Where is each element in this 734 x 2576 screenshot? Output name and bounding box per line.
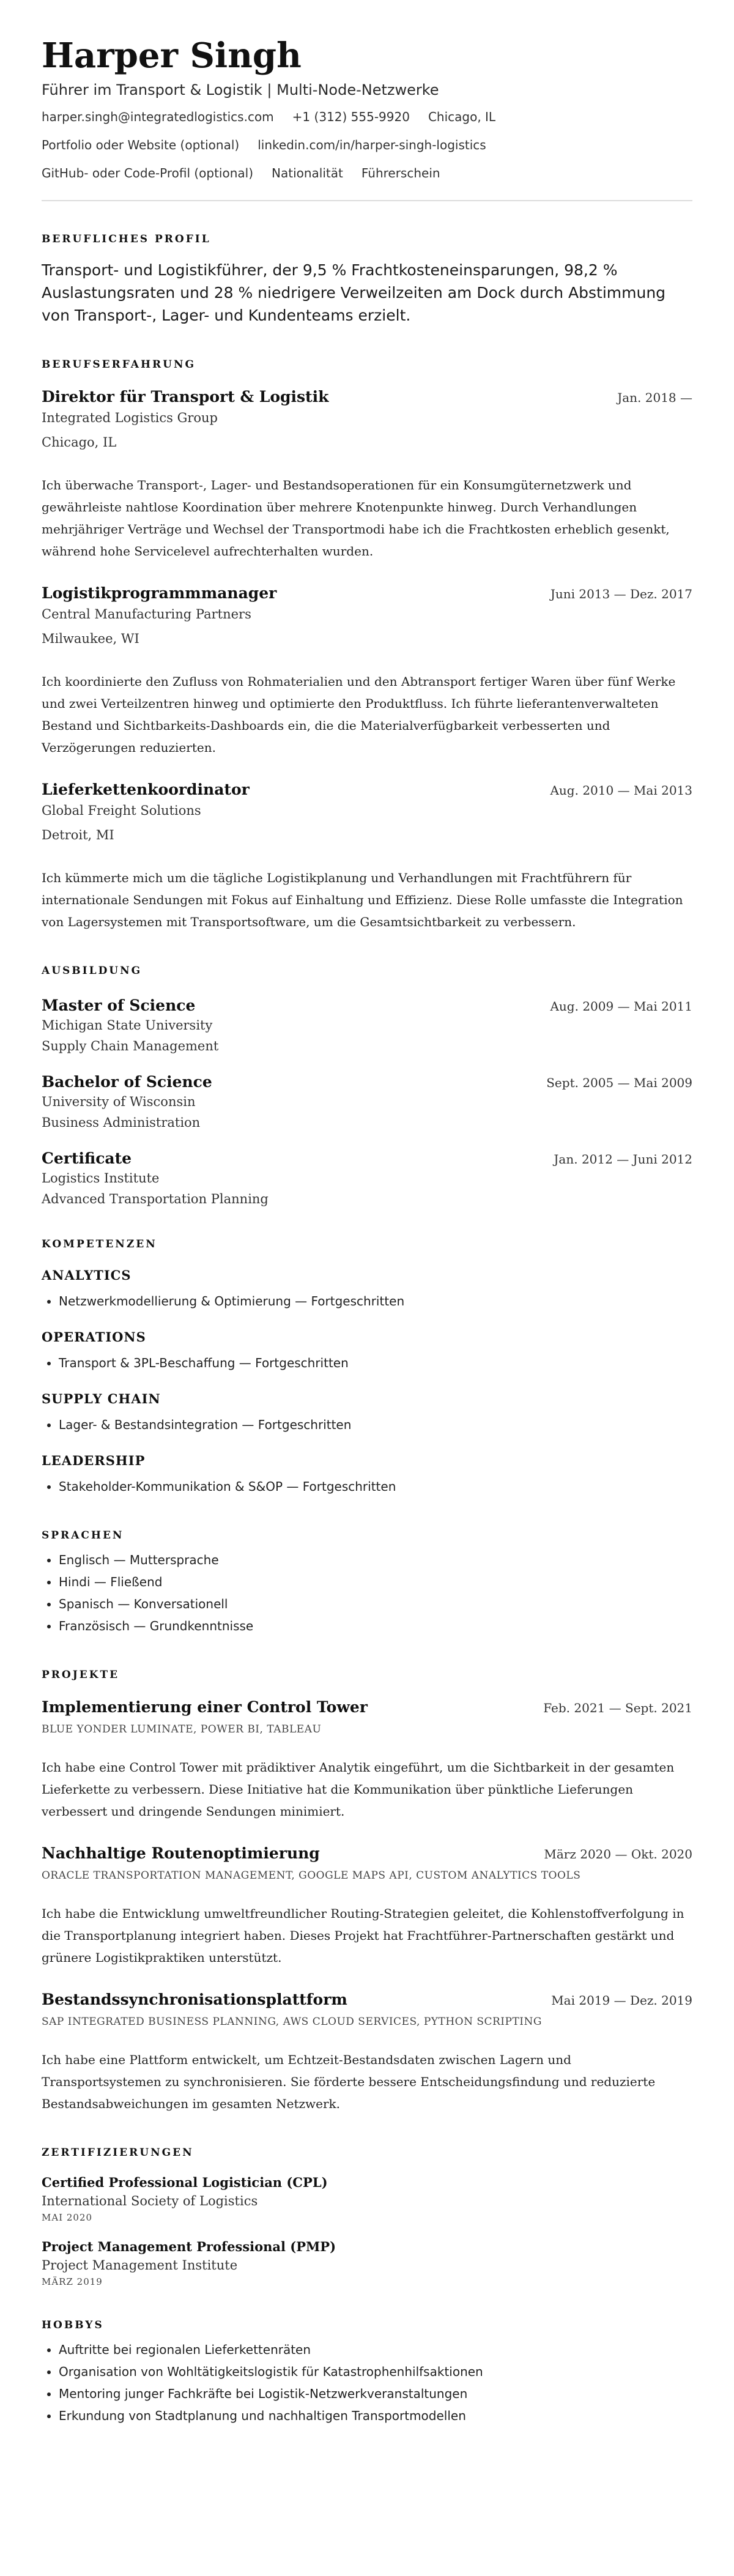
candidate-title: Führer im Transport & Logistik | Multi-Node-Netzwerke (42, 81, 439, 99)
project-tech: ORACLE TRANSPORTATION MANAGEMENT, GOOGLE MAPS API, CUSTOM ANALYTICS TOOLS (42, 1869, 581, 1882)
drivers-license: Führerschein (361, 166, 440, 181)
skill-category: SUPPLY CHAIN (42, 1391, 161, 1407)
project-entry (42, 1698, 692, 1822)
section-heading: ZERTIFIZIERUNGEN (42, 2147, 194, 2159)
project-dates: März 2020 — Okt. 2020 (544, 1847, 692, 1862)
language-list (42, 1549, 692, 1637)
school-name: University of Wisconsin (42, 1094, 196, 1110)
language-item: • Hindi — Fließend (59, 1571, 692, 1593)
project-tech: SAP INTEGRATED BUSINESS PLANNING, AWS CLOUD SERVICES, PYTHON SCRIPTING (42, 2016, 542, 2029)
experience-entry (42, 781, 692, 933)
job-title: Direktor für Transport & Logistik (42, 388, 329, 406)
job-dates: Juni 2013 — Dez. 2017 (550, 587, 692, 602)
contact-info (42, 109, 692, 180)
skill-category: LEADERSHIP (42, 1453, 146, 1469)
language-item: • Französisch — Grundkenntnisse (59, 1615, 692, 1637)
certification-date: MÄRZ 2019 (42, 2276, 103, 2288)
job-location: Milwaukee, WI (42, 631, 139, 647)
degree-name: Master of Science (42, 997, 196, 1015)
project-description: Ich habe eine Control Tower mit prädiktiver Analytik eingeführt, um die Sichtbarkeit in der gesamten Lieferkette zu verbessern. Diese Initiative hat die Kommunikation über pünktliche Lieferungen verbessert und dringende Sendungen minimiert. (42, 1760, 675, 1819)
project-name: Implementierung einer Control Tower (42, 1698, 368, 1717)
email-link[interactable]: harper.singh@integratedlogistics.com (42, 109, 274, 125)
language-item: • Englisch — Muttersprache (59, 1549, 692, 1571)
portfolio-link[interactable]: Portfolio oder Website (optional) (42, 138, 240, 153)
skill-list (42, 1352, 692, 1374)
education-section (42, 965, 692, 1206)
field-of-study: Supply Chain Management (42, 1039, 219, 1054)
job-title: Lieferkettenkoordinator (42, 781, 250, 799)
nationality: Nationalität (272, 166, 343, 181)
hobby-item: • Mentoring junger Fachkräfte bei Logistik-Netzwerkveranstaltungen (59, 2383, 692, 2405)
profile-summary: Transport- und Logistikführer, der 9,5 % Frachtkosteneinsparungen, 98,2 % Auslastungsraten und 28 % niedrigere Verweilzeiten am Dock durch Abstimmung von Transport-, Lager- und Kundenteams erzielt. (42, 261, 666, 325)
company-name: Central Manufacturing Partners (42, 607, 251, 622)
hobby-item: • Auftritte bei regionalen Lieferkettenräten (59, 2339, 692, 2361)
education-entry (42, 1073, 692, 1130)
certification-entry (42, 2175, 692, 2223)
experience-section (42, 358, 692, 933)
skill-list (42, 1475, 692, 1498)
certification-org: International Society of Logistics (42, 2194, 258, 2209)
section-heading: SPRACHEN (42, 1529, 124, 1542)
hobbies-section (42, 2319, 692, 2427)
certification-org: Project Management Institute (42, 2258, 238, 2273)
job-location: Chicago, IL (42, 435, 117, 450)
section-heading: KOMPETENZEN (42, 1238, 157, 1251)
field-of-study: Business Administration (42, 1115, 201, 1130)
languages-section (42, 1529, 692, 1637)
company-name: Integrated Logistics Group (42, 410, 218, 426)
field-of-study: Advanced Transportation Planning (42, 1192, 269, 1207)
hobby-list (42, 2339, 692, 2427)
job-title: Logistikprogrammmanager (42, 584, 277, 603)
language-item: • Spanisch — Konversationell (59, 1593, 692, 1615)
project-name: Bestandssynchronisationsplattform (42, 1991, 347, 2009)
degree-name: Bachelor of Science (42, 1073, 212, 1091)
skill-item: • Lager- & Bestandsintegration — Fortgeschritten (59, 1414, 692, 1436)
profile-section (42, 233, 692, 327)
resume-header (42, 0, 692, 201)
degree-name: Certificate (42, 1149, 132, 1168)
job-description: Ich überwache Transport-, Lager- und Bestandsoperationen für ein Konsumgüternetzwerk und gewährleiste nahtlose Koordination über mehrere Knotenpunkte hinweg. Durch Verhandlungen mehrjähriger Verträge und Wechsel der Transportmodi habe ich die Frachtkosten erheblich gesenkt, während hohe Servicelevel aufrechterhalten wurden. (42, 478, 670, 559)
contact-row (42, 138, 692, 152)
certification-name: Certified Professional Logistician (CPL) (42, 2175, 328, 2191)
job-location: Detroit, MI (42, 828, 114, 843)
education-dates: Sept. 2005 — Mai 2009 (546, 1075, 692, 1091)
education-dates: Jan. 2012 — Juni 2012 (554, 1152, 692, 1167)
section-heading: HOBBYS (42, 2319, 104, 2332)
job-description: Ich koordinierte den Zufluss von Rohmaterialien und den Abtransport fertiger Waren über fünf Werke und zwei Verteilzentren hinweg und optimierte den Produktfluss. Ich führte lieferantenverwalteten Bestand und Sichtbarkeits-Dashboards ein, die die Materialverfügbarkeit verbesserten und Verzögerungen reduzierten. (42, 674, 676, 755)
project-dates: Feb. 2021 — Sept. 2021 (543, 1701, 692, 1716)
linkedin-link[interactable]: linkedin.com/in/harper-singh-logistics (258, 138, 486, 153)
project-description: Ich habe eine Plattform entwickelt, um Echtzeit-Bestandsdaten zwischen Lagern und Transportsystemen zu synchronisieren. Sie förderte bessere Entscheidungsfindung und reduzierte Bestandsabweichungen im gesamten Netzwerk. (42, 2052, 656, 2112)
project-name: Nachhaltige Routenoptimierung (42, 1844, 320, 1863)
projects-section (42, 1669, 692, 2115)
github-link[interactable]: GitHub- oder Code-Profil (optional) (42, 166, 254, 181)
skill-item: • Netzwerkmodellierung & Optimierung — Fortgeschritten (59, 1290, 692, 1312)
contact-row (42, 109, 692, 124)
section-heading: PROJEKTE (42, 1669, 120, 1682)
candidate-name: Harper Singh (42, 35, 302, 76)
school-name: Logistics Institute (42, 1171, 160, 1186)
job-dates: Jan. 2018 — (617, 390, 692, 406)
skill-category: ANALYTICS (42, 1268, 132, 1283)
skill-item: • Transport & 3PL-Beschaffung — Fortgeschritten (59, 1352, 692, 1374)
experience-entry (42, 388, 692, 562)
education-dates: Aug. 2009 — Mai 2011 (550, 999, 692, 1014)
project-entry (42, 1991, 692, 2115)
experience-entry (42, 584, 692, 759)
section-heading: BERUFLICHES PROFIL (42, 233, 211, 246)
skills-section (42, 1238, 692, 1498)
header-divider (42, 200, 692, 201)
skill-item: • Stakeholder-Kommunikation & S&OP — Fortgeschritten (59, 1475, 692, 1498)
section-heading: BERUFSERFAHRUNG (42, 358, 196, 371)
education-entry (42, 997, 692, 1053)
certification-date: MAI 2020 (42, 2212, 93, 2224)
contact-row (42, 166, 692, 180)
skill-list (42, 1414, 692, 1436)
school-name: Michigan State University (42, 1018, 213, 1033)
section-heading: AUSBILDUNG (42, 965, 143, 978)
project-entry (42, 1844, 692, 1969)
location: Chicago, IL (428, 109, 496, 125)
phone-number[interactable]: +1 (312) 555-9920 (292, 109, 410, 125)
job-dates: Aug. 2010 — Mai 2013 (550, 783, 692, 798)
company-name: Global Freight Solutions (42, 803, 201, 818)
project-description: Ich habe die Entwicklung umweltfreundlicher Routing-Strategien geleitet, die Kohlenstoffverfolgung in die Transportplanung integriert haben. Dieses Projekt hat Frachtführer-Partnerschaften gestärkt und grünere Logistikpraktiken unterstützt. (42, 1906, 684, 1965)
skill-list (42, 1290, 692, 1312)
project-tech: BLUE YONDER LUMINATE, POWER BI, TABLEAU (42, 1723, 322, 1736)
hobby-item: • Organisation von Wohltätigkeitslogistik für Katastrophenhilfsaktionen (59, 2361, 692, 2383)
certifications-section (42, 2147, 692, 2287)
project-dates: Mai 2019 — Dez. 2019 (551, 1993, 692, 2008)
job-description: Ich kümmerte mich um die tägliche Logistikplanung und Verhandlungen mit Frachtführern für internationale Sendungen mit Fokus auf Einhaltung und Effizienz. Diese Rolle umfasste die Integration von Lagersystemen mit Transportsoftware, um die Gesamtsichtbarkeit zu verbessern. (42, 870, 683, 930)
certification-entry (42, 2239, 692, 2287)
skill-category: OPERATIONS (42, 1329, 146, 1345)
hobby-item: • Erkundung von Stadtplanung und nachhaltigen Transportmodellen (59, 2405, 692, 2427)
education-entry (42, 1149, 692, 1206)
certification-name: Project Management Professional (PMP) (42, 2239, 336, 2255)
